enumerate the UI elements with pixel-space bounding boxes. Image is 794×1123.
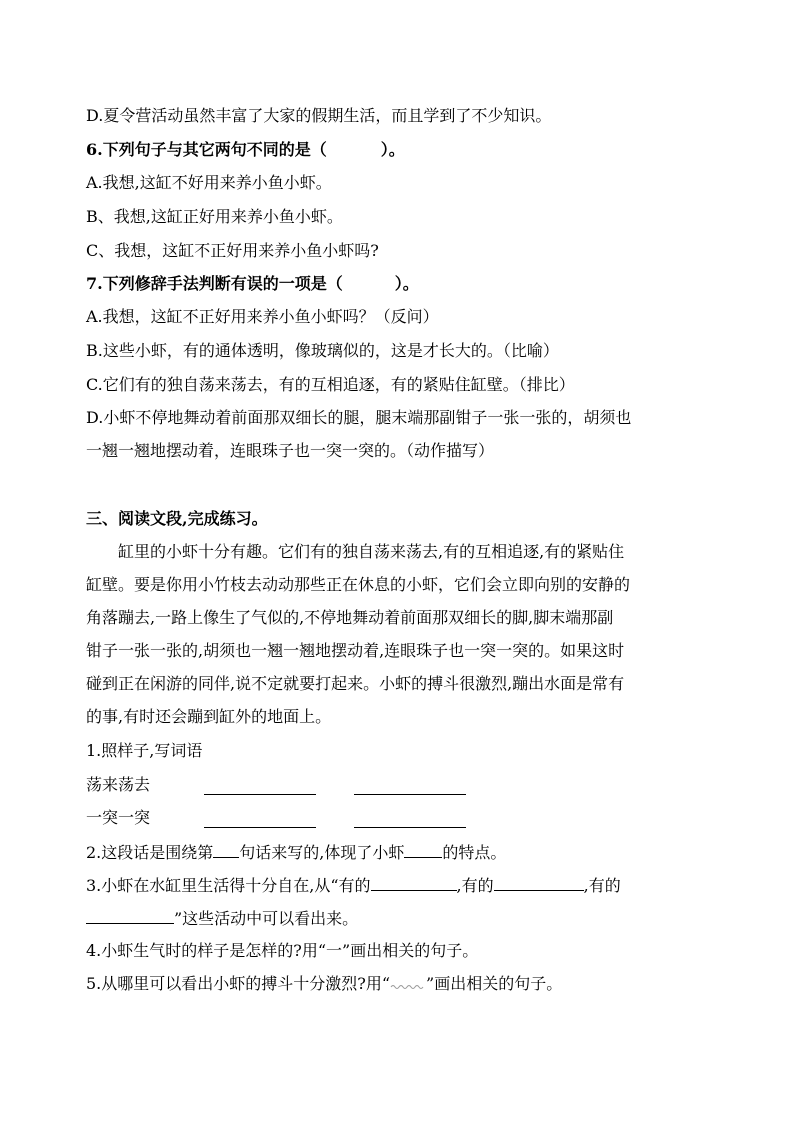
- q7-option-d: D.小虾不停地舞动着前面那双细长的腿，腿末端那副钳子一张一张的，胡须也: [86, 408, 632, 427]
- q7-option-a: A.我想，这缸不正好用来养小鱼小虾吗？（反问）: [86, 307, 439, 326]
- passage-line-2: 缸壁。要是你用小竹枝去动动那些正在休息的小虾，它们会立即向别的安静的: [86, 575, 631, 594]
- wavy-underline-icon: [390, 975, 426, 989]
- q3-part-3: ,有的: [583, 876, 621, 895]
- sub-question-3: [86, 874, 621, 897]
- passage-line-5: 碰到正在闲游的同伴,说不定就要打起来。小虾的搏斗很激烈,蹦出水面是常有: [86, 674, 625, 693]
- passage-line-1: 缸里的小虾十分有趣。它们有的独自荡来荡去,有的互相追逐,有的紧贴住: [118, 542, 625, 561]
- q6-option-a: A.我想,这缸不好用来养小鱼小虾。: [86, 173, 332, 192]
- answer-blank[interactable]: [204, 827, 316, 828]
- q6-stem-end: ）。: [380, 140, 405, 159]
- q6-stem-text: 6.下列句子与其它两句不同的是（: [86, 140, 327, 159]
- q6-option-c: C、我想，这缸不正好用来养小鱼小虾吗?: [86, 241, 379, 260]
- answer-blank[interactable]: [354, 827, 466, 828]
- q2-part-2: 句话来写的,体现了小虾: [239, 843, 405, 862]
- q3-part-4: ”这些活动中可以看出来。: [174, 909, 359, 928]
- q5-part-2: ”画出相关的句子。: [426, 974, 563, 993]
- answer-blank[interactable]: [494, 874, 584, 891]
- q6-option-b: B、我想,这缸正好用来养小鱼小虾。: [86, 207, 343, 226]
- section-3-title: 三、阅读文段,完成练习。: [86, 509, 268, 528]
- q3-part-1: 3.小虾在水缸里生活得十分自在,从“有的: [86, 876, 371, 895]
- sub-question-3-continued: [86, 907, 358, 930]
- sub-question-5: [86, 973, 562, 995]
- passage-line-6: 的事,有时还会蹦到缸外的地面上。: [86, 707, 332, 726]
- q7-option-c: C.它们有的独自荡来荡去，有的互相追逐，有的紧贴住缸壁。（排比）: [86, 375, 575, 394]
- answer-blank[interactable]: [204, 794, 316, 795]
- q5-part-1: 5.从哪里可以看出小虾的搏斗十分激烈?用“: [86, 974, 391, 993]
- question-7-stem: [86, 273, 419, 295]
- answer-blank[interactable]: [213, 841, 239, 858]
- answer-blank[interactable]: [86, 907, 174, 924]
- q7-option-d-continued: 一翘一翘地摆动着，连眼珠子也一突一突的。（动作描写）: [86, 441, 495, 460]
- q2-part-1: 2.这段话是围绕第: [86, 843, 214, 862]
- sub-question-2: [86, 841, 506, 864]
- q7-stem-text: 7.下列修辞手法判断有误的一项是（: [86, 274, 343, 293]
- example-word-2: 一突一突: [86, 808, 151, 827]
- question-6-stem: [86, 139, 405, 161]
- answer-blank[interactable]: [371, 874, 457, 891]
- answer-blank[interactable]: [354, 794, 466, 795]
- sub-question-1-stem: 1.照样子,写词语: [86, 741, 203, 760]
- q7-stem-end: ）。: [394, 274, 419, 293]
- q5-option-d: D.夏令营活动虽然丰富了大家的假期生活，而且学到了不少知识。: [86, 106, 552, 125]
- passage-line-4: 钳子一张一张的,胡须也一翘一翘地摆动着,连眼珠子也一突一突的。如果这时: [86, 641, 625, 660]
- q3-part-2: ,有的: [456, 876, 494, 895]
- sub-question-4: 4.小虾生气时的样子是怎样的?用“一”画出相关的句子。: [86, 941, 479, 960]
- passage-line-3: 角落蹦去,一路上像生了气似的,不停地舞动着前面那双细长的脚,脚末端那副: [86, 608, 614, 627]
- answer-blank[interactable]: [404, 841, 442, 858]
- q7-option-b: B.这些小虾，有的通体透明，像玻璃似的，这是才长大的。（比喻）: [86, 341, 559, 360]
- example-word-1: 荡来荡去: [86, 775, 151, 794]
- q2-part-3: 的特点。: [442, 843, 507, 862]
